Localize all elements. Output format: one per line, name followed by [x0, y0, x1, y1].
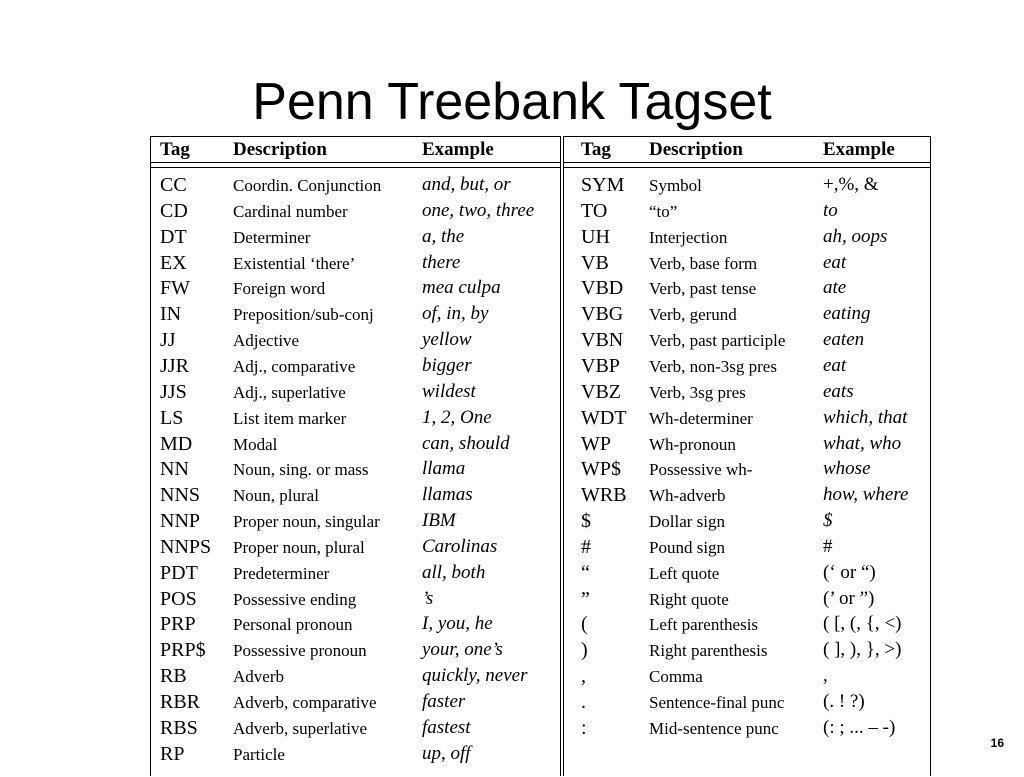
header-description: Description — [233, 139, 327, 160]
example-cell: I, you, he — [422, 613, 493, 635]
description-cell: Symbol — [649, 176, 702, 195]
example-cell: ( ], ), }, >) — [823, 639, 902, 661]
tag-cell: UH — [581, 225, 610, 248]
tag-cell: CD — [160, 199, 188, 222]
description-cell: List item marker — [233, 408, 347, 428]
table-row — [151, 715, 560, 741]
tag-cell: $ — [581, 510, 591, 533]
table-row — [151, 353, 560, 379]
example-cell: of, in, by — [422, 303, 489, 325]
tag-cell: WP$ — [581, 458, 621, 481]
tag-cell: . — [581, 691, 586, 713]
example-cell: ’s — [422, 587, 434, 609]
description-cell: Particle — [233, 744, 285, 764]
example-cell: one, two, three — [422, 199, 535, 221]
example-cell: yellow — [422, 329, 472, 351]
tag-cell: WRB — [581, 484, 627, 507]
tag-cell: RP — [160, 742, 185, 765]
tag-cell: VBZ — [581, 380, 621, 403]
example-cell: ah, oops — [823, 225, 888, 247]
example-cell: all, both — [422, 561, 486, 583]
example-cell: $ — [823, 510, 833, 532]
table-row — [564, 715, 930, 741]
example-cell: wildest — [422, 380, 476, 402]
description-cell: Left quote — [649, 563, 720, 583]
table-row — [151, 611, 560, 637]
example-cell: # — [823, 535, 833, 557]
description-cell: Verb, gerund — [649, 305, 737, 325]
tag-cell: FW — [160, 277, 190, 300]
example-cell: eating — [823, 303, 871, 325]
tag-cell: “ — [581, 561, 590, 584]
description-cell: Modal — [233, 434, 278, 454]
description-cell: Comma — [649, 667, 703, 687]
table-row — [564, 482, 930, 508]
description-cell: Wh-adverb — [649, 486, 726, 506]
tag-cell: RBR — [160, 691, 201, 713]
example-cell: (. ! ?) — [823, 691, 865, 712]
tag-cell: JJR — [160, 354, 189, 377]
example-cell: your, one’s — [422, 639, 503, 661]
table-row — [151, 405, 560, 431]
table-row — [564, 301, 930, 327]
description-cell: Sentence-final punc — [649, 693, 785, 712]
tagset-table — [150, 136, 931, 776]
table-row — [564, 353, 930, 379]
table-row — [151, 198, 560, 224]
header-description: Description — [649, 139, 743, 160]
page-number: 16 — [990, 736, 1004, 750]
example-cell: llamas — [422, 484, 473, 506]
example-cell: IBM — [422, 510, 456, 532]
example-cell: (: ; ... – -) — [823, 716, 896, 738]
description-cell: Personal pronoun — [233, 615, 353, 635]
description-cell: Preposition/sub-conj — [233, 305, 374, 325]
tag-cell: POS — [160, 587, 197, 610]
example-cell: Carolinas — [422, 535, 498, 557]
description-cell: Left parenthesis — [649, 615, 759, 635]
example-cell: faster — [422, 691, 466, 712]
example-cell: which, that — [823, 406, 908, 428]
tag-cell: WDT — [581, 406, 627, 429]
description-cell: Foreign word — [233, 279, 326, 299]
table-row — [151, 508, 560, 534]
table-left-half — [150, 136, 561, 776]
description-cell: Noun, sing. or mass — [233, 460, 369, 480]
example-cell: eat — [823, 354, 847, 376]
table-row — [564, 560, 930, 586]
description-cell: Adverb, superlative — [233, 718, 368, 738]
description-cell: Verb, past tense — [649, 279, 757, 299]
tag-cell: : — [581, 716, 587, 739]
table-row — [564, 611, 930, 637]
example-cell: up, off — [422, 742, 471, 764]
description-cell: Adverb — [233, 667, 284, 687]
description-cell: Wh-determiner — [649, 408, 753, 428]
description-cell: Proper noun, singular — [233, 512, 380, 532]
example-cell: (‘ or “) — [823, 561, 876, 583]
example-cell: eats — [823, 380, 854, 402]
table-row — [151, 275, 560, 301]
table-row — [564, 224, 930, 250]
description-cell: Adverb, comparative — [233, 693, 377, 712]
description-cell: Adj., superlative — [233, 382, 346, 402]
description-cell: Verb, past participle — [649, 331, 786, 351]
description-cell: Pound sign — [649, 537, 726, 557]
example-cell: can, should — [422, 432, 510, 454]
example-cell: (’ or ”) — [823, 587, 875, 609]
tag-cell: TO — [581, 199, 608, 222]
tag-cell: # — [581, 535, 591, 558]
description-cell: Verb, 3sg pres — [649, 382, 746, 402]
description-cell: Possessive ending — [233, 589, 357, 609]
table-row — [151, 456, 560, 482]
table-row — [564, 637, 930, 663]
description-cell: Possessive pronoun — [233, 641, 367, 661]
header-example: Example — [422, 139, 494, 160]
table-row — [564, 586, 930, 612]
table-row — [564, 534, 930, 560]
example-cell: and, but, or — [422, 174, 511, 195]
tag-cell: ” — [581, 587, 590, 610]
table-row — [564, 198, 930, 224]
header-tag: Tag — [160, 139, 190, 160]
example-cell: what, who — [823, 432, 902, 454]
tag-cell: ( — [581, 613, 588, 636]
tag-cell: ) — [581, 639, 588, 662]
table-row — [151, 586, 560, 612]
table-row — [151, 637, 560, 663]
slide-title: Penn Treebank Tagset — [252, 73, 772, 131]
example-cell: mea culpa — [422, 277, 501, 299]
table-row — [151, 172, 560, 198]
table-row — [151, 534, 560, 560]
tag-cell: NNS — [160, 484, 201, 507]
tag-cell: LS — [160, 406, 184, 429]
example-cell: to — [823, 199, 838, 221]
table-row — [151, 482, 560, 508]
table-row — [564, 663, 930, 689]
tag-cell: EX — [160, 251, 187, 274]
example-cell: a, the — [422, 225, 465, 247]
header-example: Example — [823, 139, 895, 160]
table-row — [151, 250, 560, 276]
table-header-right — [564, 136, 930, 163]
description-cell: Possessive wh- — [649, 460, 753, 480]
header-tag: Tag — [581, 139, 611, 160]
tag-cell: NN — [160, 458, 189, 481]
tag-cell: VB — [581, 251, 609, 274]
table-row — [151, 301, 560, 327]
example-cell: eat — [823, 251, 847, 273]
example-cell: fastest — [422, 716, 471, 738]
tag-cell: JJS — [160, 380, 187, 403]
table-right-half — [563, 136, 931, 776]
example-cell: quickly, never — [422, 665, 528, 687]
description-cell: Predeterminer — [233, 563, 330, 583]
example-cell: ate — [823, 277, 847, 299]
tag-cell: RBS — [160, 716, 198, 739]
table-row — [564, 275, 930, 301]
table-row — [564, 250, 930, 276]
tag-cell: , — [581, 665, 586, 688]
example-cell: +,%, & — [823, 174, 879, 195]
example-cell: how, where — [823, 484, 909, 506]
tag-cell: CC — [160, 174, 187, 196]
description-cell: Adj., comparative — [233, 356, 356, 376]
table-row — [564, 405, 930, 431]
description-cell: Proper noun, plural — [233, 537, 365, 557]
table-row — [151, 431, 560, 457]
tag-cell: WP — [581, 432, 611, 455]
description-cell: Adjective — [233, 331, 300, 351]
example-cell: bigger — [422, 354, 472, 376]
description-cell: Mid-sentence punc — [649, 718, 779, 738]
description-cell: Determiner — [233, 227, 311, 247]
table-row — [564, 379, 930, 405]
description-cell: “to” — [649, 201, 678, 221]
table-body-left — [151, 167, 560, 777]
description-cell: Wh-pronoun — [649, 434, 736, 454]
table-row — [151, 224, 560, 250]
example-cell: llama — [422, 458, 466, 480]
tag-cell: MD — [160, 432, 193, 455]
tag-cell: SYM — [581, 174, 625, 196]
table-row — [151, 560, 560, 586]
table-row — [151, 689, 560, 715]
table-row — [564, 456, 930, 482]
example-cell: ( [, (, {, <) — [823, 613, 902, 635]
table-row — [564, 172, 930, 198]
table-body-right — [564, 167, 930, 777]
table-header-left — [151, 136, 560, 163]
table-row — [564, 689, 930, 715]
example-cell: 1, 2, One — [422, 406, 492, 428]
table-row — [564, 327, 930, 353]
description-cell: Noun, plural — [233, 486, 319, 506]
description-cell: Right parenthesis — [649, 641, 768, 661]
tag-cell: DT — [160, 225, 187, 248]
table-row — [564, 431, 930, 457]
tag-cell: IN — [160, 303, 182, 326]
table-row — [151, 741, 560, 767]
description-cell: Verb, non-3sg pres — [649, 356, 777, 376]
tag-cell: VBP — [581, 354, 620, 377]
description-cell: Interjection — [649, 227, 728, 247]
table-row — [151, 379, 560, 405]
tag-cell: PRP$ — [160, 639, 206, 662]
description-cell: Verb, base form — [649, 253, 758, 273]
description-cell: Right quote — [649, 589, 729, 609]
tag-cell: PDT — [160, 561, 198, 584]
table-row — [151, 663, 560, 689]
description-cell: Existential ‘there’ — [233, 253, 356, 273]
example-cell: there — [422, 251, 461, 273]
tag-cell: VBN — [581, 329, 624, 352]
description-cell: Cardinal number — [233, 201, 348, 221]
tag-cell: VBG — [581, 303, 624, 326]
description-cell: Coordin. Conjunction — [233, 176, 382, 195]
tag-cell: PRP — [160, 613, 196, 636]
table-row — [151, 327, 560, 353]
description-cell: Dollar sign — [649, 512, 726, 532]
tag-cell: JJ — [160, 329, 176, 352]
table-row — [564, 508, 930, 534]
tag-cell: NNPS — [160, 535, 212, 558]
example-cell: , — [823, 665, 828, 687]
tag-cell: VBD — [581, 277, 624, 300]
example-cell: whose — [823, 458, 871, 480]
tag-cell: RB — [160, 665, 187, 688]
tag-cell: NNP — [160, 510, 201, 533]
example-cell: eaten — [823, 329, 865, 351]
